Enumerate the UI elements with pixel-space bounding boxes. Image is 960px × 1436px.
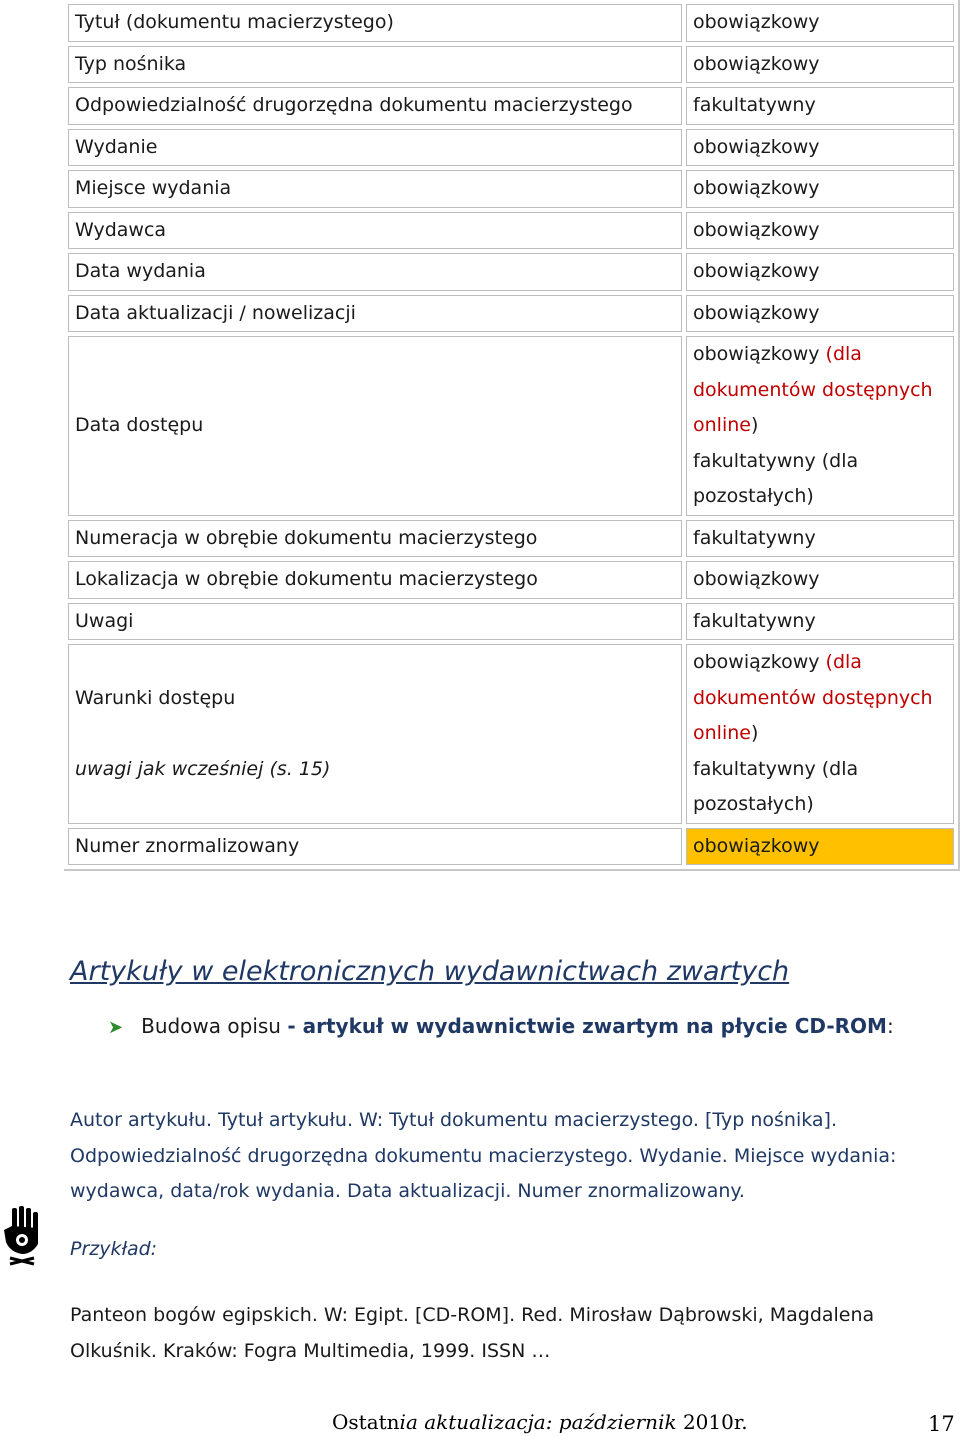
table-row: [68, 561, 954, 599]
field-note: uwagi jak wcześniej (s. 15): [75, 757, 331, 780]
footer-year: 2010: [682, 1410, 734, 1434]
req-condition: dokumentów dostępnych: [693, 378, 933, 401]
footer-italic: ia aktualizacja: październik: [399, 1410, 683, 1434]
field-name: Tytuł (dokumentu macierzystego): [68, 4, 682, 42]
example-text: Panteon bogów egipskich. W: Egipt. [CD-ROM]. Red. Mirosław Dąbrowski, Magdalena Olkuśnik. Kraków: Fogra Multimedia, 1999. ISSN …: [70, 1304, 875, 1362]
field-name: Numeracja w obrębie dokumentu macierzystego: [68, 520, 682, 558]
req-condition: dokumentów dostępnych: [693, 686, 933, 709]
field-requirement: obowiązkowy: [686, 46, 954, 84]
footer-prefix: Ostatn: [332, 1410, 400, 1434]
field-name: Data wydania: [68, 253, 682, 291]
field-requirement: fakultatywny: [686, 87, 954, 125]
requirements-table: [64, 0, 960, 871]
table-row: [68, 4, 954, 42]
table-row: [68, 644, 954, 824]
field-requirement: fakultatywny: [686, 603, 954, 641]
req-optional-rest: pozostałych): [693, 793, 814, 815]
table-row: [68, 170, 954, 208]
description-text: Autor artykułu. Tytuł artykułu. W: Tytuł dokumentu macierzystego. [Typ nośnika]. Odpowiedzialność drugorzędna dokumentu macierzystego. Wydanie. Miejsce wydania: wydawca, data/rok wydania. Data aktualizacji. Numer znormalizowany.: [70, 1109, 897, 1202]
field-name: Numer znormalizowany: [68, 828, 682, 866]
req-condition-open: (dla: [825, 343, 862, 365]
req-condition-online: online: [693, 414, 751, 436]
req-optional-rest: pozostałych): [693, 485, 814, 507]
field-name: Data aktualizacji / nowelizacji: [68, 295, 682, 333]
field-requirement: obowiązkowy: [686, 129, 954, 167]
table-row: [68, 295, 954, 333]
table-row: [68, 129, 954, 167]
field-requirement: [686, 336, 954, 516]
section-heading: Artykuły w elektronicznych wydawnictwach zwartych: [70, 956, 790, 987]
footer-note: [332, 1410, 748, 1434]
arrow-bullet-icon: ➤: [108, 1017, 124, 1038]
table-row: [68, 520, 954, 558]
req-condition-online: online: [693, 722, 751, 744]
field-requirement: obowiązkowy: [686, 212, 954, 250]
req-condition-open: (dla: [825, 651, 862, 673]
field-requirement: obowiązkowy: [686, 170, 954, 208]
table-row: [68, 87, 954, 125]
field-requirement: fakultatywny: [686, 520, 954, 558]
field-requirement-highlighted: obowiązkowy: [686, 828, 954, 866]
field-name: Wydawca: [68, 212, 682, 250]
bullet-prefix: Budowa opisu: [141, 1014, 288, 1038]
field-name: [68, 644, 682, 824]
bullet-item: [108, 1014, 894, 1038]
page-number: 17: [928, 1412, 955, 1436]
table-row: [68, 46, 954, 84]
field-name: Data dostępu: [68, 336, 682, 516]
table-row: [68, 212, 954, 250]
example-label: Przykład:: [70, 1238, 158, 1260]
req-condition-close: ): [750, 722, 759, 744]
field-name: Lokalizacja w obrębie dokumentu macierzystego: [68, 561, 682, 599]
req-mandatory: obowiązkowy: [693, 651, 826, 673]
field-requirement: obowiązkowy: [686, 295, 954, 333]
req-mandatory: obowiązkowy: [693, 343, 826, 365]
field-requirement: obowiązkowy: [686, 561, 954, 599]
field-name-text: Warunki dostępu: [75, 686, 236, 709]
field-name: Odpowiedzialność drugorzędna dokumentu macierzystego: [68, 87, 682, 125]
table-row: [68, 603, 954, 641]
hand-icon: [2, 1206, 42, 1266]
table-row: [68, 828, 954, 866]
field-requirement: obowiązkowy: [686, 4, 954, 42]
field-name: Wydanie: [68, 129, 682, 167]
field-name: Typ nośnika: [68, 46, 682, 84]
footer-suffix: r.: [733, 1410, 748, 1434]
table-row: [68, 253, 954, 291]
req-optional: fakultatywny (dla: [693, 449, 859, 472]
bullet-bold: - artykuł w wydawnictwie zwartym na płycie CD-ROM: [287, 1014, 887, 1038]
field-requirement: obowiązkowy: [686, 253, 954, 291]
field-name: Uwagi: [68, 603, 682, 641]
req-condition-close: ): [750, 414, 759, 436]
bullet-suffix: :: [886, 1014, 894, 1038]
field-requirement: [686, 644, 954, 824]
table-row: [68, 336, 954, 516]
field-name: Miejsce wydania: [68, 170, 682, 208]
req-optional: fakultatywny (dla: [693, 757, 859, 780]
